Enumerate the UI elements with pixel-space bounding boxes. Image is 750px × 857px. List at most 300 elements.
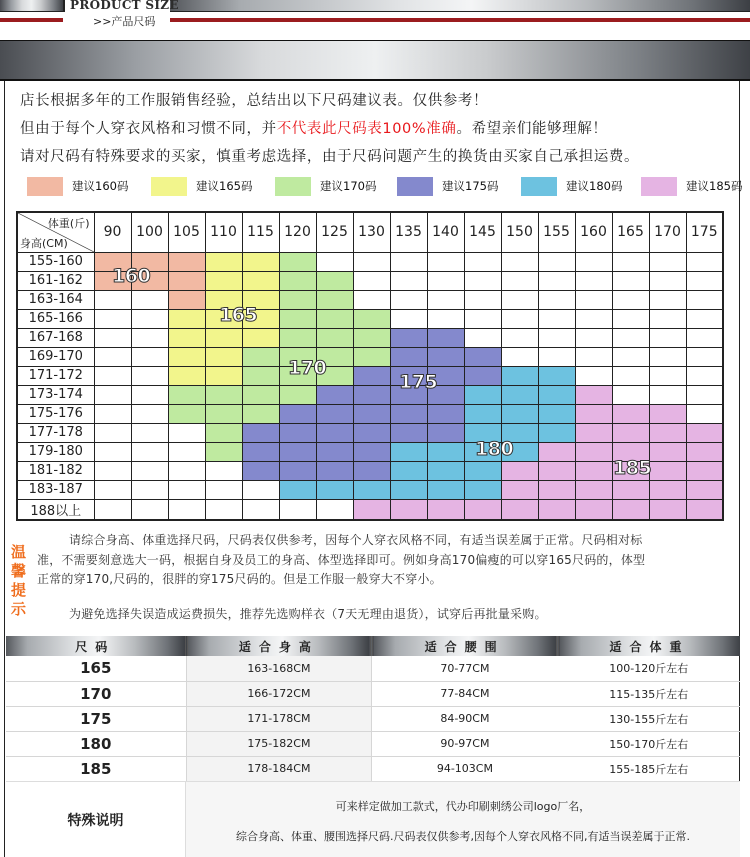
size-legend: [27, 175, 747, 197]
size-cell-175: [316, 404, 353, 423]
size-cell-175: [279, 404, 316, 423]
size-cell-175: [390, 366, 427, 385]
empty-cell: [464, 271, 501, 290]
spec-weight: 115-135斤左右: [558, 681, 740, 706]
size-cell-175: [353, 461, 390, 480]
intro-warning-red: 不代表此尺码表100%准确: [276, 121, 457, 137]
spec-waist: 90-97CM: [372, 731, 558, 756]
tip-line-4: 为避免选择失误造成运费损失，推荐先选购样衣（7天无理由退货），试穿后再批量采购。: [69, 607, 547, 621]
tips-side-char: 示: [11, 600, 27, 618]
size-cell-180: [501, 442, 538, 461]
size-cell-185: [575, 499, 612, 520]
legend-label: 建议175码: [442, 179, 499, 193]
legend-label: 建议180码: [566, 179, 623, 193]
spec-height: 166-172CM: [186, 681, 372, 706]
grid-row: [17, 290, 723, 309]
empty-cell: [131, 499, 168, 520]
size-cell-180: [501, 385, 538, 404]
empty-cell: [538, 347, 575, 366]
size-cell-180: [464, 442, 501, 461]
size-cell-180: [538, 404, 575, 423]
size-cell-175: [279, 442, 316, 461]
spec-row: [6, 706, 740, 731]
legend-swatch: [151, 177, 187, 196]
size-cell-185: [501, 499, 538, 520]
empty-cell: [94, 290, 131, 309]
title-english: PRODUCT SIZE: [70, 0, 179, 12]
size-cell-170: [316, 347, 353, 366]
size-cell-185: [612, 423, 649, 442]
empty-cell: [94, 423, 131, 442]
size-cell-165: [205, 290, 242, 309]
red-stripe-right: [170, 18, 750, 22]
size-cell-185: [649, 442, 686, 461]
empty-cell: [686, 328, 723, 347]
size-cell-175: [242, 461, 279, 480]
legend-label: 建议165码: [196, 179, 253, 193]
empty-cell: [686, 385, 723, 404]
intro-line-3: 请对尺码有特殊要求的买家，慎重考虑选择，由于尺码问题产生的换货由买家自己承担运费。: [20, 149, 640, 165]
size-cell-175: [279, 423, 316, 442]
size-cell-170: [205, 404, 242, 423]
empty-cell: [94, 347, 131, 366]
size-cell-170: [279, 271, 316, 290]
size-cell-175: [353, 366, 390, 385]
size-cell-170: [168, 385, 205, 404]
weight-header: 150: [501, 212, 538, 252]
size-cell-170: [168, 404, 205, 423]
empty-cell: [427, 309, 464, 328]
size-cell-180: [464, 385, 501, 404]
grid-row: [17, 309, 723, 328]
size-cell-165: [242, 328, 279, 347]
empty-cell: [501, 347, 538, 366]
spec-row: [6, 731, 740, 756]
empty-cell: [686, 347, 723, 366]
zone-label: 160: [112, 265, 151, 287]
empty-cell: [168, 442, 205, 461]
legend-swatch: [27, 177, 63, 196]
size-cell-185: [427, 499, 464, 520]
size-cell-170: [242, 385, 279, 404]
size-cell-170: [242, 366, 279, 385]
size-cell-175: [316, 442, 353, 461]
weight-header: 90: [94, 212, 131, 252]
empty-cell: [427, 271, 464, 290]
zone-label: 165: [219, 304, 258, 326]
empty-cell: [94, 480, 131, 499]
size-cell-175: [427, 423, 464, 442]
empty-cell: [353, 290, 390, 309]
size-cell-180: [390, 461, 427, 480]
size-cell-170: [279, 252, 316, 271]
empty-cell: [501, 252, 538, 271]
empty-cell: [168, 423, 205, 442]
size-cell-175: [390, 404, 427, 423]
size-cell-185: [649, 404, 686, 423]
size-cell-170: [279, 366, 316, 385]
empty-cell: [168, 461, 205, 480]
weight-header: 130: [353, 212, 390, 252]
height-label: 161-162: [17, 271, 94, 290]
spec-waist: 84-90CM: [372, 706, 558, 731]
empty-cell: [131, 328, 168, 347]
tips-side-label: [11, 543, 27, 619]
size-cell-175: [464, 347, 501, 366]
spec-size: 185: [6, 756, 186, 781]
size-cell-160: [94, 252, 131, 271]
size-cell-170: [279, 347, 316, 366]
tip-line-2: 准，不需要刻意选大一码，根据自身及员工的身高、体型选择即可。例如身高170偏瘦的可以穿165尺码的，体型: [37, 553, 646, 567]
legend-swatch: [521, 177, 557, 196]
spec-body: [6, 656, 740, 781]
empty-cell: [131, 385, 168, 404]
weight-header: 125: [316, 212, 353, 252]
empty-cell: [390, 290, 427, 309]
empty-cell: [612, 366, 649, 385]
legend-swatch: [275, 177, 311, 196]
spec-header-weight: 适合体重: [558, 636, 740, 656]
size-cell-185: [575, 442, 612, 461]
intro-line-2: [20, 117, 607, 138]
grid-row: [17, 499, 723, 520]
size-cell-170: [279, 309, 316, 328]
legend-item-170: [275, 175, 376, 197]
spec-row: [6, 656, 740, 681]
size-cell-180: [464, 404, 501, 423]
weight-header: 170: [649, 212, 686, 252]
empty-cell: [501, 328, 538, 347]
size-cell-185: [575, 461, 612, 480]
size-cell-185: [538, 442, 575, 461]
size-cell-185: [538, 480, 575, 499]
weight-header: 145: [464, 212, 501, 252]
empty-cell: [612, 271, 649, 290]
spec-waist: 77-84CM: [372, 681, 558, 706]
empty-cell: [427, 290, 464, 309]
grid-row: [17, 252, 723, 271]
size-cell-185: [501, 461, 538, 480]
weight-header: 115: [242, 212, 279, 252]
size-cell-185: [501, 480, 538, 499]
empty-cell: [131, 480, 168, 499]
size-cell-180: [501, 423, 538, 442]
empty-cell: [686, 309, 723, 328]
special-line-2: 综合身高、体重、腰围选择尺码.尺码表仅供参考,因每个人穿衣风格不同,有适当误差属于正常.: [236, 829, 690, 843]
size-cell-180: [427, 442, 464, 461]
empty-cell: [131, 461, 168, 480]
size-cell-170: [242, 347, 279, 366]
empty-cell: [390, 271, 427, 290]
empty-cell: [168, 499, 205, 520]
empty-cell: [501, 290, 538, 309]
height-label: 171-172: [17, 366, 94, 385]
product-size-header: [0, 0, 750, 32]
grid-row: [17, 328, 723, 347]
empty-cell: [205, 499, 242, 520]
spec-header-row: [6, 636, 740, 656]
height-label: 181-182: [17, 461, 94, 480]
empty-cell: [612, 347, 649, 366]
size-cell-175: [279, 461, 316, 480]
empty-cell: [390, 252, 427, 271]
size-cell-165: [242, 290, 279, 309]
size-cell-180: [538, 366, 575, 385]
weight-header: 110: [205, 212, 242, 252]
spec-header-size: 尺码: [6, 636, 186, 656]
size-cell-170: [316, 271, 353, 290]
grid-body: [17, 252, 723, 520]
height-label: 183-187: [17, 480, 94, 499]
size-cell-175: [316, 461, 353, 480]
special-label: 特殊说明: [6, 782, 186, 857]
empty-cell: [131, 347, 168, 366]
size-cell-175: [427, 328, 464, 347]
size-cell-180: [538, 385, 575, 404]
empty-cell: [279, 499, 316, 520]
empty-cell: [94, 499, 131, 520]
spec-header-waist: 适合腰围: [372, 636, 558, 656]
empty-cell: [538, 271, 575, 290]
grid-row: [17, 385, 723, 404]
spec-height: 171-178CM: [186, 706, 372, 731]
weight-header: 155: [538, 212, 575, 252]
grid-header-row: [17, 212, 723, 252]
grid-corner: [17, 212, 94, 252]
size-cell-170: [316, 366, 353, 385]
spec-size: 175: [6, 706, 186, 731]
size-cell-165: [242, 309, 279, 328]
empty-cell: [612, 385, 649, 404]
height-label: 175-176: [17, 404, 94, 423]
empty-cell: [501, 271, 538, 290]
size-cell-180: [390, 442, 427, 461]
empty-cell: [649, 290, 686, 309]
size-cell-175: [427, 385, 464, 404]
size-cell-175: [353, 385, 390, 404]
empty-cell: [686, 271, 723, 290]
grid-row: [17, 442, 723, 461]
spec-weight: 130-155斤左右: [558, 706, 740, 731]
size-cell-185: [686, 499, 723, 520]
weight-header: 135: [390, 212, 427, 252]
empty-cell: [94, 385, 131, 404]
size-cell-185: [686, 423, 723, 442]
empty-cell: [649, 328, 686, 347]
size-cell-175: [353, 404, 390, 423]
empty-cell: [464, 290, 501, 309]
size-cell-180: [501, 366, 538, 385]
empty-cell: [612, 252, 649, 271]
empty-cell: [131, 366, 168, 385]
empty-cell: [538, 252, 575, 271]
empty-cell: [686, 366, 723, 385]
tips-side-char: 温: [11, 543, 27, 561]
size-cell-185: [575, 480, 612, 499]
zone-label: 175: [399, 371, 438, 393]
size-cell-185: [575, 385, 612, 404]
size-cell-170: [279, 290, 316, 309]
empty-cell: [649, 347, 686, 366]
size-cell-185: [538, 499, 575, 520]
height-axis-label: 身高(CM): [20, 236, 68, 250]
legend-item-185: [641, 175, 742, 197]
empty-cell: [131, 442, 168, 461]
spec-size: 170: [6, 681, 186, 706]
legend-item-160: [27, 175, 128, 197]
size-cell-170: [353, 347, 390, 366]
spec-weight: 150-170斤左右: [558, 731, 740, 756]
size-cell-180: [464, 423, 501, 442]
size-cell-175: [242, 423, 279, 442]
size-cell-170: [242, 404, 279, 423]
empty-cell: [168, 480, 205, 499]
weight-header: 100: [131, 212, 168, 252]
size-cell-185: [353, 499, 390, 520]
empty-cell: [205, 480, 242, 499]
size-cell-170: [205, 385, 242, 404]
size-cell-185: [612, 480, 649, 499]
empty-cell: [686, 404, 723, 423]
empty-cell: [575, 290, 612, 309]
empty-cell: [316, 499, 353, 520]
size-cell-165: [205, 309, 242, 328]
height-label: 188以上: [17, 499, 94, 520]
size-cell-175: [353, 442, 390, 461]
legend-item-175: [397, 175, 498, 197]
size-cell-185: [464, 499, 501, 520]
spec-header-height: 适合身高: [186, 636, 372, 656]
grid-row: [17, 271, 723, 290]
size-cell-170: [316, 328, 353, 347]
weight-header: 175: [686, 212, 723, 252]
empty-cell: [464, 309, 501, 328]
size-cell-160: [168, 252, 205, 271]
grid-row: [17, 461, 723, 480]
title-chinese: >>产品尺码: [93, 15, 156, 28]
size-cell-180: [427, 461, 464, 480]
zone-label: 185: [613, 457, 652, 479]
zone-label: 180: [475, 438, 514, 460]
header-divider: [63, 0, 65, 12]
empty-cell: [575, 309, 612, 328]
height-label: 165-166: [17, 309, 94, 328]
size-cell-175: [390, 347, 427, 366]
legend-item-165: [151, 175, 252, 197]
height-label: 163-164: [17, 290, 94, 309]
size-cell-175: [390, 328, 427, 347]
empty-cell: [575, 328, 612, 347]
size-cell-165: [242, 252, 279, 271]
legend-swatch: [641, 177, 677, 196]
size-cell-170: [205, 423, 242, 442]
size-cell-170: [316, 290, 353, 309]
empty-cell: [612, 328, 649, 347]
tip-line-1: 请综合身高、体重选择尺码，尺码表仅供参考，因每个人穿衣风格不同，有适当误差属于正常。尺码相对标: [69, 533, 643, 547]
height-label: 177-178: [17, 423, 94, 442]
empty-cell: [538, 290, 575, 309]
size-cell-180: [279, 480, 316, 499]
spec-height: 163-168CM: [186, 656, 372, 681]
empty-cell: [390, 309, 427, 328]
spec-size: 180: [6, 731, 186, 756]
height-label: 169-170: [17, 347, 94, 366]
intro-line-1: 店长根据多年的工作服销售经验，总结出以下尺码建议表。仅供参考！: [20, 93, 489, 109]
empty-cell: [316, 252, 353, 271]
empty-cell: [686, 290, 723, 309]
empty-cell: [353, 271, 390, 290]
size-cell-165: [168, 347, 205, 366]
size-cell-180: [538, 423, 575, 442]
size-cell-175: [353, 423, 390, 442]
size-cell-160: [94, 271, 131, 290]
empty-cell: [538, 309, 575, 328]
size-cell-170: [353, 309, 390, 328]
empty-cell: [131, 404, 168, 423]
empty-cell: [686, 252, 723, 271]
empty-cell: [242, 499, 279, 520]
size-cell-165: [168, 366, 205, 385]
size-cell-185: [612, 404, 649, 423]
size-cell-180: [427, 480, 464, 499]
empty-cell: [94, 461, 131, 480]
empty-cell: [575, 271, 612, 290]
empty-cell: [649, 271, 686, 290]
spec-weight: 155-185斤左右: [558, 756, 740, 781]
spec-size: 165: [6, 656, 186, 681]
empty-cell: [94, 442, 131, 461]
size-cell-180: [501, 404, 538, 423]
size-cell-185: [390, 499, 427, 520]
intro-line-2-a: 但由于每个人穿衣风格和习惯不同，并: [20, 121, 277, 137]
spec-height: 178-184CM: [186, 756, 372, 781]
size-cell-180: [316, 480, 353, 499]
empty-cell: [575, 252, 612, 271]
spec-row: [6, 756, 740, 781]
metal-banner: [0, 40, 750, 81]
weight-header: 165: [612, 212, 649, 252]
empty-cell: [131, 309, 168, 328]
spec-weight: 100-120斤左右: [558, 656, 740, 681]
empty-cell: [353, 252, 390, 271]
height-label: 167-168: [17, 328, 94, 347]
size-cell-185: [686, 442, 723, 461]
size-cell-185: [649, 423, 686, 442]
empty-cell: [649, 309, 686, 328]
size-cell-165: [168, 328, 205, 347]
weight-header: 160: [575, 212, 612, 252]
grid-row: [17, 423, 723, 442]
empty-cell: [94, 328, 131, 347]
size-cell-185: [686, 461, 723, 480]
weight-header: 120: [279, 212, 316, 252]
size-cell-175: [390, 385, 427, 404]
size-cell-165: [205, 366, 242, 385]
special-body: [186, 782, 740, 857]
size-cell-175: [427, 347, 464, 366]
intro-line-2-b: 。希望亲们能够理解！: [456, 121, 608, 137]
size-cell-160: [168, 271, 205, 290]
spec-height: 175-182CM: [186, 731, 372, 756]
empty-cell: [538, 328, 575, 347]
size-cell-185: [649, 480, 686, 499]
size-cell-160: [168, 290, 205, 309]
size-cell-185: [686, 480, 723, 499]
spec-table: [6, 636, 740, 782]
size-cell-185: [649, 499, 686, 520]
empty-cell: [612, 290, 649, 309]
spec-waist: 70-77CM: [372, 656, 558, 681]
